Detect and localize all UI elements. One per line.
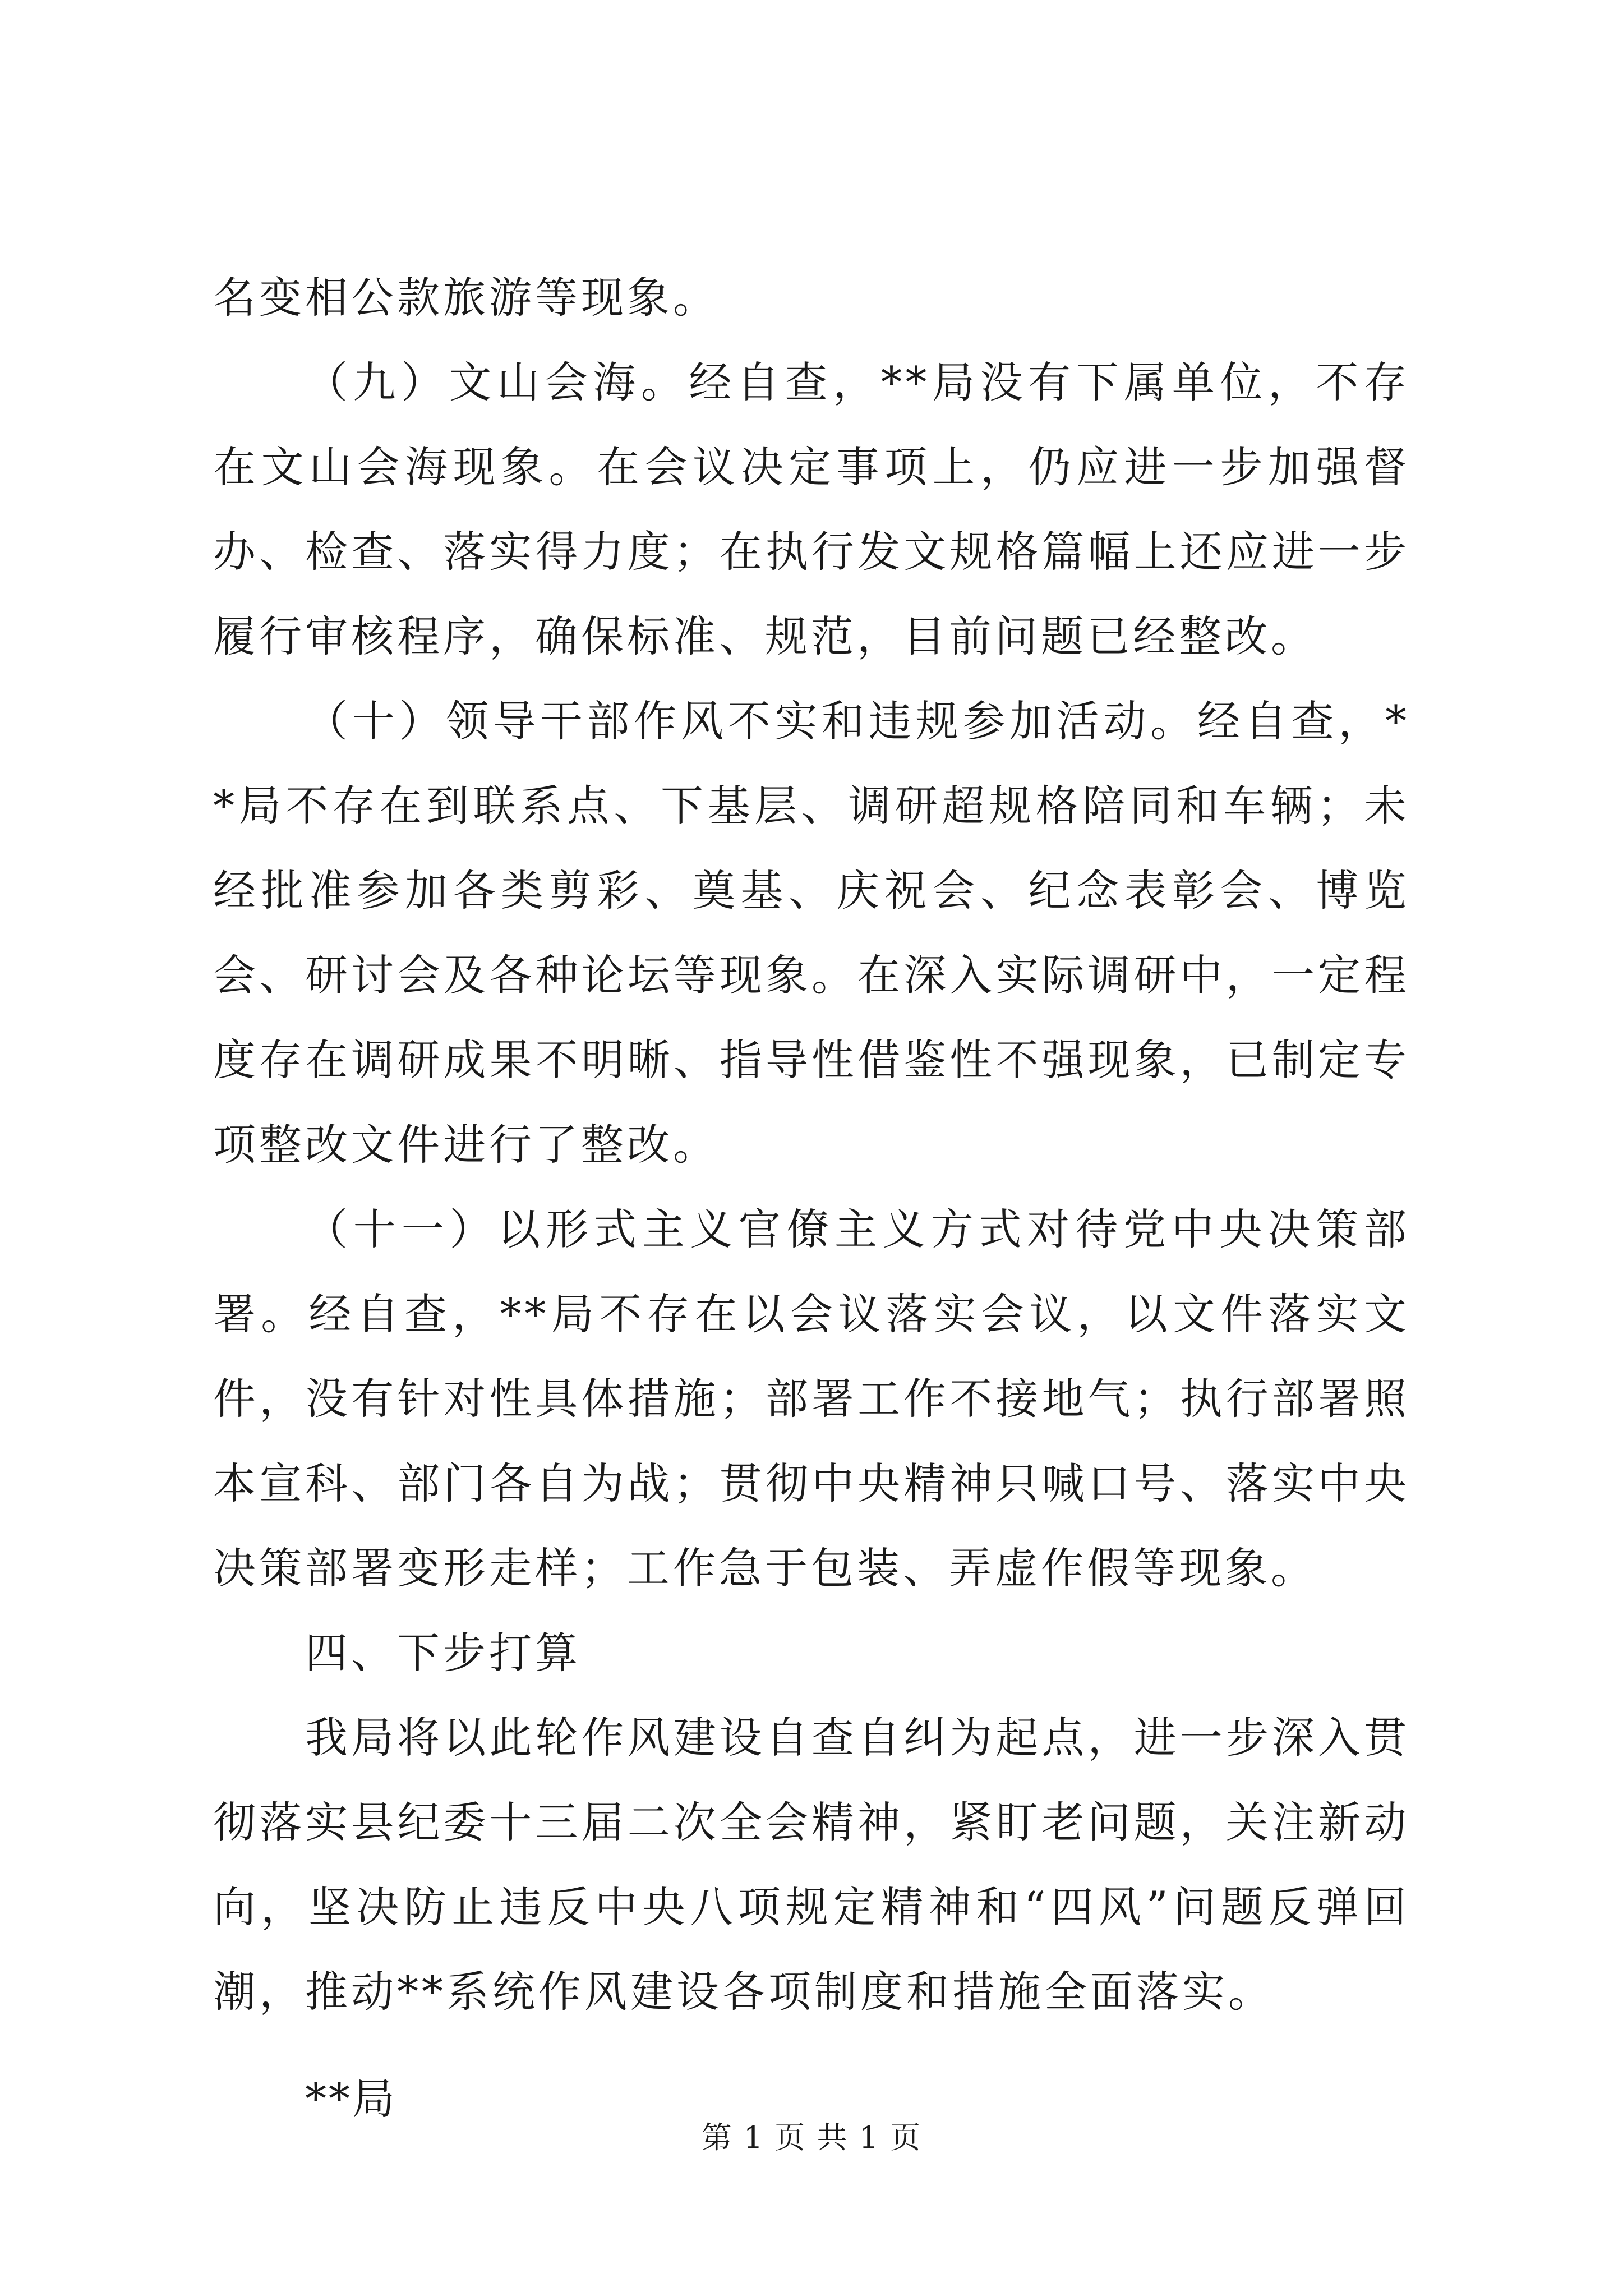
signature-line: **局: [305, 2074, 397, 2124]
paragraph-next-steps: 我局将以此轮作风建设自查自纠为起点，进一步深入贯彻落实县纪委十三届二次全会精神，紧盯老问题，关注新动向，坚决防止违反中央八项规定精神和“四风”问题反弹回潮，推动**系统作风建设各项制度和措施全面落实。: [213, 1713, 1410, 2017]
paragraph-continuation: 名变相公款旅游等现象。: [213, 273, 719, 323]
paragraph-section-9: （九）文山会海。经自查，**局没有下属单位，不存在文山会海现象。在会议决定事项上，仍应进一步加强督办、检查、落实得力度；在执行发文规格篇幅上还应进一步履行审核程序，确保标准、规范，目前问题已经整改。: [213, 357, 1410, 661]
section-heading-next-steps: 四、下步打算: [305, 1628, 581, 1678]
document-body: [213, 255, 1410, 2141]
paragraph-section-10: （十）领导干部作风不实和违规参加活动。经自查，**局不存在到联系点、下基层、调研超规格陪同和车辆；未经批准参加各类剪彩、奠基、庆祝会、纪念表彰会、博览会、研讨会及各种论坛等现象。在深入实际调研中，一定程度存在调研成果不明晰、指导性借鉴性不强现象，已制定专项整改文件进行了整改。: [213, 696, 1410, 1170]
page-footer: 第 1 页 共 1 页: [701, 2120, 922, 2155]
paragraph-section-11: （十一）以形式主义官僚主义方式对待党中央决策部署。经自查，**局不存在以会议落实会议，以文件落实文件，没有针对性具体措施；部署工作不接地气；执行部署照本宣科、部门各自为战；贯彻中央精神只喊口号、落实中央决策部署变形走样；工作急于包装、弄虚作假等现象。: [213, 1204, 1410, 1593]
